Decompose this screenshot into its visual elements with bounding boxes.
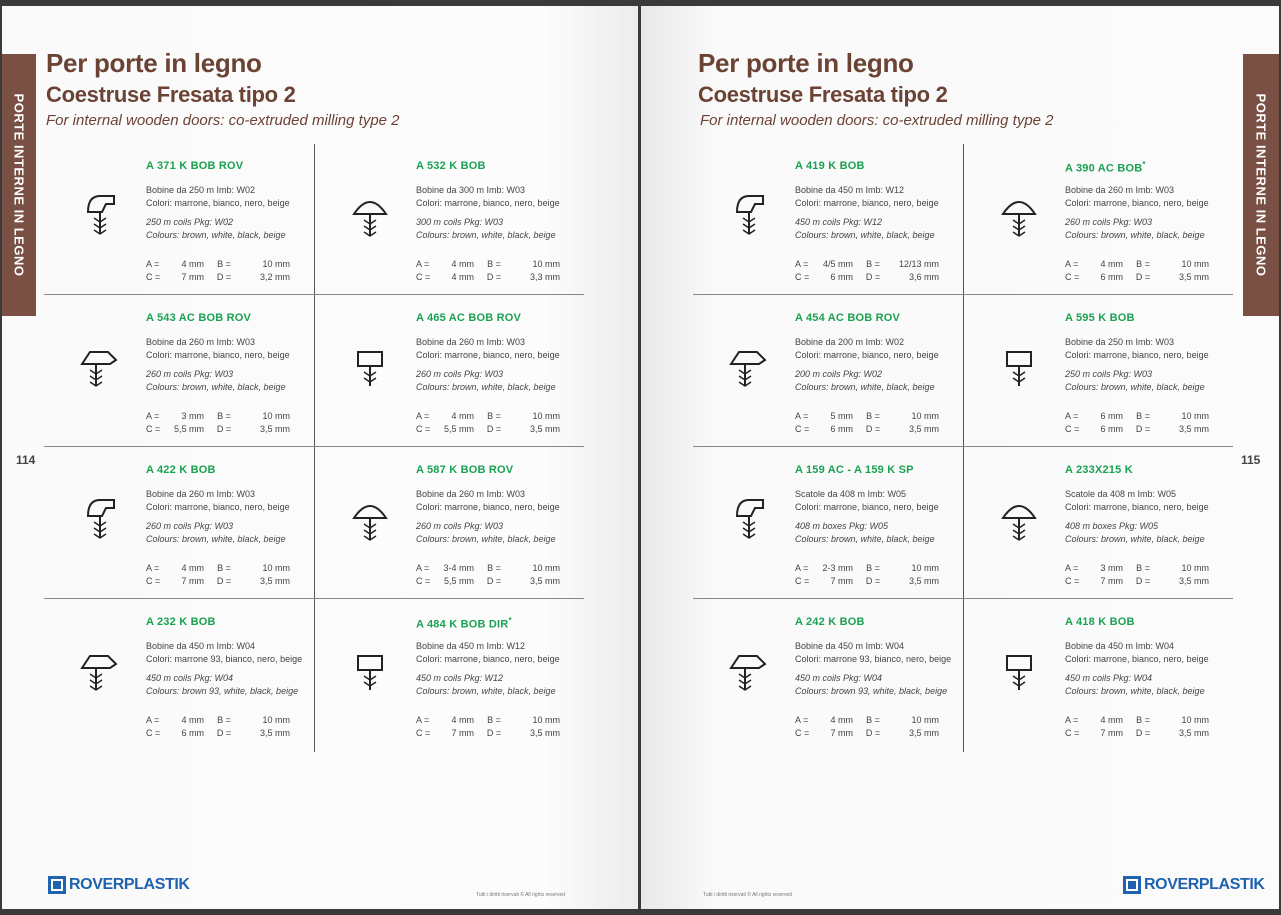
- product-card: [314, 600, 584, 750]
- product-code: A 595 K BOB: [1065, 312, 1135, 324]
- product-code: A 484 K BOB DIR*: [416, 616, 512, 631]
- profile-drawing-icon: [66, 334, 132, 402]
- profile-drawing-icon: [336, 182, 402, 250]
- dim-c: 7 mm: [830, 728, 853, 738]
- product-info: [416, 184, 576, 242]
- page-caption: For internal wooden doors: co-extruded milling type 2: [700, 112, 1054, 129]
- dim-d: 3,2 mm: [259, 272, 290, 282]
- product-card: [44, 296, 314, 446]
- dimensions: A = 4 mm B = 10 mm C = 7 mm D = 3,5 mm: [416, 715, 560, 738]
- packaging-en: 450 m coils Pkg: W04: [795, 673, 883, 683]
- dimensions: A = 4 mm B = 10 mm C = 7 mm D = 3,2 mm: [146, 259, 290, 282]
- product-info: [1065, 184, 1225, 242]
- product-code: A 242 K BOB: [795, 616, 865, 628]
- colors-en: Colours: brown, white, black, beige: [1065, 534, 1205, 544]
- product-card: [693, 144, 963, 294]
- colors-it: Colori: marrone, bianco, nero, beige: [1065, 350, 1209, 360]
- packaging-en: 450 m coils Pkg: W12: [416, 673, 504, 683]
- product-card: [44, 144, 314, 294]
- dim-d: 3,5 mm: [908, 728, 939, 738]
- packaging-it: Bobine da 250 m Imb: W02: [146, 185, 256, 195]
- colors-it: Colori: marrone, bianco, nero, beige: [1065, 198, 1209, 208]
- colors-en: Colours: brown, white, black, beige: [795, 230, 935, 240]
- packaging-it: Bobine da 200 m Imb: W02: [795, 337, 905, 347]
- product-info: [1065, 488, 1225, 546]
- packaging-it: Bobine da 260 m Imb: W03: [416, 337, 526, 347]
- profile-drawing-icon: [336, 638, 402, 706]
- profile-drawing-icon: [985, 334, 1051, 402]
- dim-a: 2-3 mm: [822, 563, 853, 573]
- packaging-it: Bobine da 260 m Imb: W03: [416, 489, 526, 499]
- dim-d: 3,5 mm: [908, 424, 939, 434]
- dim-b: 10 mm: [532, 715, 560, 725]
- dimensions: A = 4/5 mm B = 12/13 mm C = 6 mm D = 3,6 mm: [795, 259, 939, 282]
- profile-drawing-icon: [336, 334, 402, 402]
- product-card: [963, 296, 1233, 446]
- colors-it: Colori: marrone, bianco, nero, beige: [795, 350, 939, 360]
- copyright: Tutti i diritti riservati © All rights reserved: [476, 892, 566, 898]
- product-code: A 418 K BOB: [1065, 616, 1135, 628]
- colors-en: Colours: brown, white, black, beige: [795, 534, 935, 544]
- dim-b: 10 mm: [262, 411, 290, 421]
- product-code: A 232 K BOB: [146, 616, 216, 628]
- dim-c: 4 mm: [451, 272, 474, 282]
- star-mark: *: [508, 616, 512, 625]
- dim-a: 4 mm: [1100, 715, 1123, 725]
- colors-it: Colori: marrone, bianco, nero, beige: [146, 502, 290, 512]
- page-title: Per porte in legno: [698, 48, 914, 78]
- dimensions: A = 4 mm B = 10 mm C = 4 mm D = 3,3 mm: [416, 259, 560, 282]
- row-divider: [44, 294, 584, 295]
- dim-c: 7 mm: [1100, 728, 1123, 738]
- packaging-it: Bobine da 450 m Imb: W04: [146, 641, 256, 651]
- dim-d: 3,5 mm: [1178, 424, 1209, 434]
- colors-en: Colours: brown, white, black, beige: [146, 534, 286, 544]
- packaging-it: Bobine da 260 m Imb: W03: [146, 489, 256, 499]
- dim-c: 6 mm: [1100, 272, 1123, 282]
- packaging-it: Bobine da 450 m Imb: W12: [416, 641, 526, 651]
- page-number: 114: [16, 453, 36, 467]
- row-divider: [693, 446, 1233, 447]
- dim-c: 7 mm: [181, 576, 204, 586]
- column-divider: [963, 144, 964, 752]
- colors-en: Colours: brown, white, black, beige: [416, 534, 556, 544]
- dim-c: 5,5 mm: [443, 576, 474, 586]
- dim-d: 3,5 mm: [1178, 728, 1209, 738]
- product-info: [146, 488, 306, 546]
- profile-drawing-icon: [66, 638, 132, 706]
- colors-it: Colori: marrone, bianco, nero, beige: [1065, 502, 1209, 512]
- colors-en: Colours: brown 93, white, black, beige: [795, 686, 948, 696]
- dim-b: 10 mm: [532, 563, 560, 573]
- dim-b: 10 mm: [262, 259, 290, 269]
- product-card: [963, 600, 1233, 750]
- dimensions: A = 4 mm B = 10 mm C = 7 mm D = 3,5 mm: [1065, 715, 1209, 738]
- dim-c: 5,5 mm: [173, 424, 204, 434]
- product-card: [44, 600, 314, 750]
- product-code: A 371 K BOB ROV: [146, 160, 244, 172]
- dim-c: 7 mm: [1100, 576, 1123, 586]
- row-divider: [44, 598, 584, 599]
- packaging-it: Bobine da 450 m Imb: W04: [1065, 641, 1175, 651]
- product-info: [416, 488, 576, 546]
- dim-b: 10 mm: [911, 563, 939, 573]
- page-caption: For internal wooden doors: co-extruded milling type 2: [46, 112, 400, 129]
- colors-it: Colori: marrone, bianco, nero, beige: [146, 350, 290, 360]
- logo-mark-icon: [48, 876, 66, 894]
- colors-en: Colours: brown, white, black, beige: [416, 382, 556, 392]
- packaging-en: 260 m coils Pkg: W03: [416, 369, 504, 379]
- page-subtitle: Coestruse Fresata tipo 2: [46, 82, 296, 107]
- packaging-it: Bobine da 300 m Imb: W03: [416, 185, 526, 195]
- dim-c: 6 mm: [830, 424, 853, 434]
- dim-a: 4 mm: [1100, 259, 1123, 269]
- colors-en: Colours: brown, white, black, beige: [146, 382, 286, 392]
- product-code: A 543 AC BOB ROV: [146, 312, 252, 324]
- product-card: [963, 144, 1233, 294]
- product-info: [795, 488, 955, 546]
- dim-d: 3,5 mm: [908, 576, 939, 586]
- left-page: [2, 6, 638, 909]
- dim-a: 3-4 mm: [443, 563, 474, 573]
- row-divider: [693, 598, 1233, 599]
- dimensions: A = 4 mm B = 10 mm C = 7 mm D = 3,5 mm: [146, 563, 290, 586]
- colors-it: Colori: marrone 93, bianco, nero, beige: [146, 654, 303, 664]
- product-code: A 159 AC - A 159 K SP: [795, 464, 914, 476]
- colors-en: Colours: brown, white, black, beige: [1065, 230, 1205, 240]
- dim-b: 10 mm: [1181, 411, 1209, 421]
- product-card: [44, 448, 314, 598]
- dim-b: 10 mm: [262, 563, 290, 573]
- colors-it: Colori: marrone, bianco, nero, beige: [1065, 654, 1209, 664]
- colors-it: Colori: marrone, bianco, nero, beige: [416, 198, 560, 208]
- colors-it: Colori: marrone, bianco, nero, beige: [416, 502, 560, 512]
- packaging-it: Bobine da 260 m Imb: W03: [146, 337, 256, 347]
- dim-d: 3,6 mm: [908, 272, 939, 282]
- dim-c: 7 mm: [181, 272, 204, 282]
- colors-it: Colori: marrone, bianco, nero, beige: [795, 198, 939, 208]
- dim-b: 12/13 mm: [898, 259, 939, 269]
- column-divider: [314, 144, 315, 752]
- row-divider: [693, 294, 1233, 295]
- dim-a: 4 mm: [451, 259, 474, 269]
- packaging-en: 260 m coils Pkg: W03: [1065, 217, 1153, 227]
- side-tab: [2, 54, 36, 316]
- profile-drawing-icon: [715, 486, 781, 554]
- side-tab-label: PORTE INTERNE IN LEGNO: [1253, 93, 1269, 277]
- dim-c: 5,5 mm: [443, 424, 474, 434]
- product-code: A 390 AC BOB*: [1065, 160, 1146, 175]
- dim-b: 10 mm: [532, 259, 560, 269]
- dim-a: 3 mm: [1100, 563, 1123, 573]
- dim-a: 4 mm: [181, 715, 204, 725]
- product-code: A 233X215 K: [1065, 464, 1133, 476]
- dimensions: A = 2-3 mm B = 10 mm C = 7 mm D = 3,5 mm: [795, 563, 939, 586]
- copyright: Tutti i diritti riservati © All rights reserved: [703, 892, 793, 898]
- dim-a: 4 mm: [181, 563, 204, 573]
- packaging-en: 200 m coils Pkg: W02: [795, 369, 883, 379]
- brand-logo: [48, 876, 190, 894]
- dim-d: 3,5 mm: [259, 728, 290, 738]
- dim-d: 3,5 mm: [259, 576, 290, 586]
- product-code: A 532 K BOB: [416, 160, 486, 172]
- packaging-en: 408 m boxes Pkg: W05: [1065, 521, 1159, 531]
- product-info: [416, 640, 576, 698]
- product-info: [416, 336, 576, 394]
- colors-en: Colours: brown, white, black, beige: [795, 382, 935, 392]
- product-code: A 419 K BOB: [795, 160, 865, 172]
- dimensions: A = 4 mm B = 10 mm C = 5,5 mm D = 3,5 mm: [416, 411, 560, 434]
- page-number: 115: [1241, 453, 1261, 467]
- product-card: [693, 600, 963, 750]
- product-card: [963, 448, 1233, 598]
- packaging-en: 250 m coils Pkg: W03: [1065, 369, 1153, 379]
- product-code: A 465 AC BOB ROV: [416, 312, 522, 324]
- dimensions: A = 4 mm B = 10 mm C = 6 mm D = 3,5 mm: [146, 715, 290, 738]
- product-code: A 587 K BOB ROV: [416, 464, 514, 476]
- colors-it: Colori: marrone 93, bianco, nero, beige: [795, 654, 952, 664]
- page-title: Per porte in legno: [46, 48, 262, 78]
- dim-b: 10 mm: [911, 411, 939, 421]
- colors-en: Colours: brown, white, black, beige: [416, 230, 556, 240]
- product-info: [795, 336, 955, 394]
- colors-en: Colours: brown 93, white, black, beige: [146, 686, 299, 696]
- dim-b: 10 mm: [1181, 259, 1209, 269]
- packaging-it: Bobine da 260 m Imb: W03: [1065, 185, 1175, 195]
- packaging-it: Bobine da 250 m Imb: W03: [1065, 337, 1175, 347]
- side-tab: [1243, 54, 1279, 316]
- dim-d: 3,5 mm: [529, 424, 560, 434]
- dim-a: 5 mm: [830, 411, 853, 421]
- dim-b: 10 mm: [532, 411, 560, 421]
- dimensions: A = 3 mm B = 10 mm C = 5,5 mm D = 3,5 mm: [146, 411, 290, 434]
- product-card: [693, 448, 963, 598]
- product-info: [146, 640, 306, 698]
- dimensions: A = 3 mm B = 10 mm C = 7 mm D = 3,5 mm: [1065, 563, 1209, 586]
- logo-mark-icon: [1123, 876, 1141, 894]
- dim-d: 3,5 mm: [529, 728, 560, 738]
- colors-en: Colours: brown, white, black, beige: [146, 230, 286, 240]
- dim-c: 6 mm: [1100, 424, 1123, 434]
- dim-c: 6 mm: [181, 728, 204, 738]
- logo-text: ROVERPLASTIK: [69, 876, 190, 893]
- dim-a: 4 mm: [830, 715, 853, 725]
- packaging-it: Scatole da 408 m Imb: W05: [795, 489, 907, 499]
- packaging-en: 450 m coils Pkg: W12: [795, 217, 883, 227]
- dim-c: 7 mm: [451, 728, 474, 738]
- packaging-en: 260 m coils Pkg: W03: [416, 521, 504, 531]
- colors-it: Colori: marrone, bianco, nero, beige: [416, 350, 560, 360]
- colors-it: Colori: marrone, bianco, nero, beige: [795, 502, 939, 512]
- dim-a: 3 mm: [181, 411, 204, 421]
- dimensions: A = 3-4 mm B = 10 mm C = 5,5 mm D = 3,5 mm: [416, 563, 560, 586]
- dim-d: 3,3 mm: [529, 272, 560, 282]
- profile-drawing-icon: [336, 486, 402, 554]
- profile-drawing-icon: [985, 638, 1051, 706]
- product-code: A 454 AC BOB ROV: [795, 312, 901, 324]
- packaging-it: Bobine da 450 m Imb: W04: [795, 641, 905, 651]
- dim-c: 6 mm: [830, 272, 853, 282]
- dim-a: 4 mm: [451, 715, 474, 725]
- dim-d: 3,5 mm: [529, 576, 560, 586]
- dim-d: 3,5 mm: [259, 424, 290, 434]
- packaging-en: 250 m coils Pkg: W02: [146, 217, 234, 227]
- profile-drawing-icon: [985, 182, 1051, 250]
- profile-drawing-icon: [715, 638, 781, 706]
- colors-en: Colours: brown, white, black, beige: [1065, 382, 1205, 392]
- dimensions: A = 6 mm B = 10 mm C = 6 mm D = 3,5 mm: [1065, 411, 1209, 434]
- row-divider: [44, 446, 584, 447]
- packaging-en: 408 m boxes Pkg: W05: [795, 521, 889, 531]
- right-page: [641, 6, 1279, 909]
- dim-c: 7 mm: [830, 576, 853, 586]
- profile-drawing-icon: [715, 182, 781, 250]
- colors-en: Colours: brown, white, black, beige: [1065, 686, 1205, 696]
- dimensions: A = 4 mm B = 10 mm C = 7 mm D = 3,5 mm: [795, 715, 939, 738]
- side-tab-label: PORTE INTERNE IN LEGNO: [11, 93, 27, 277]
- colors-it: Colori: marrone, bianco, nero, beige: [416, 654, 560, 664]
- product-card: [693, 296, 963, 446]
- packaging-it: Scatole da 408 m Imb: W05: [1065, 489, 1177, 499]
- dim-a: 4 mm: [451, 411, 474, 421]
- packaging-en: 450 m coils Pkg: W04: [146, 673, 234, 683]
- star-mark: *: [1142, 160, 1146, 169]
- dim-a: 6 mm: [1100, 411, 1123, 421]
- dim-b: 10 mm: [262, 715, 290, 725]
- dim-b: 10 mm: [1181, 563, 1209, 573]
- packaging-en: 450 m coils Pkg: W04: [1065, 673, 1153, 683]
- page-subtitle: Coestruse Fresata tipo 2: [698, 82, 948, 107]
- product-info: [795, 640, 955, 698]
- product-info: [1065, 640, 1225, 698]
- logo-text: ROVERPLASTIK: [1144, 876, 1265, 893]
- product-code: A 422 K BOB: [146, 464, 216, 476]
- dimensions: A = 4 mm B = 10 mm C = 6 mm D = 3,5 mm: [1065, 259, 1209, 282]
- profile-drawing-icon: [715, 334, 781, 402]
- packaging-it: Bobine da 450 m Imb: W12: [795, 185, 905, 195]
- packaging-en: 300 m coils Pkg: W03: [416, 217, 504, 227]
- product-info: [795, 184, 955, 242]
- dim-a: 4 mm: [181, 259, 204, 269]
- profile-drawing-icon: [66, 486, 132, 554]
- dim-d: 3,5 mm: [1178, 272, 1209, 282]
- profile-drawing-icon: [66, 182, 132, 250]
- dim-a: 4/5 mm: [822, 259, 853, 269]
- product-info: [1065, 336, 1225, 394]
- dimensions: A = 5 mm B = 10 mm C = 6 mm D = 3,5 mm: [795, 411, 939, 434]
- product-info: [146, 336, 306, 394]
- colors-it: Colori: marrone, bianco, nero, beige: [146, 198, 290, 208]
- colors-en: Colours: brown, white, black, beige: [416, 686, 556, 696]
- dim-b: 10 mm: [1181, 715, 1209, 725]
- product-card: [314, 448, 584, 598]
- dim-d: 3,5 mm: [1178, 576, 1209, 586]
- product-info: [146, 184, 306, 242]
- brand-logo: [1123, 876, 1265, 894]
- product-card: [314, 144, 584, 294]
- product-card: [314, 296, 584, 446]
- dim-b: 10 mm: [911, 715, 939, 725]
- packaging-en: 260 m coils Pkg: W03: [146, 369, 234, 379]
- packaging-en: 260 m coils Pkg: W03: [146, 521, 234, 531]
- profile-drawing-icon: [985, 486, 1051, 554]
